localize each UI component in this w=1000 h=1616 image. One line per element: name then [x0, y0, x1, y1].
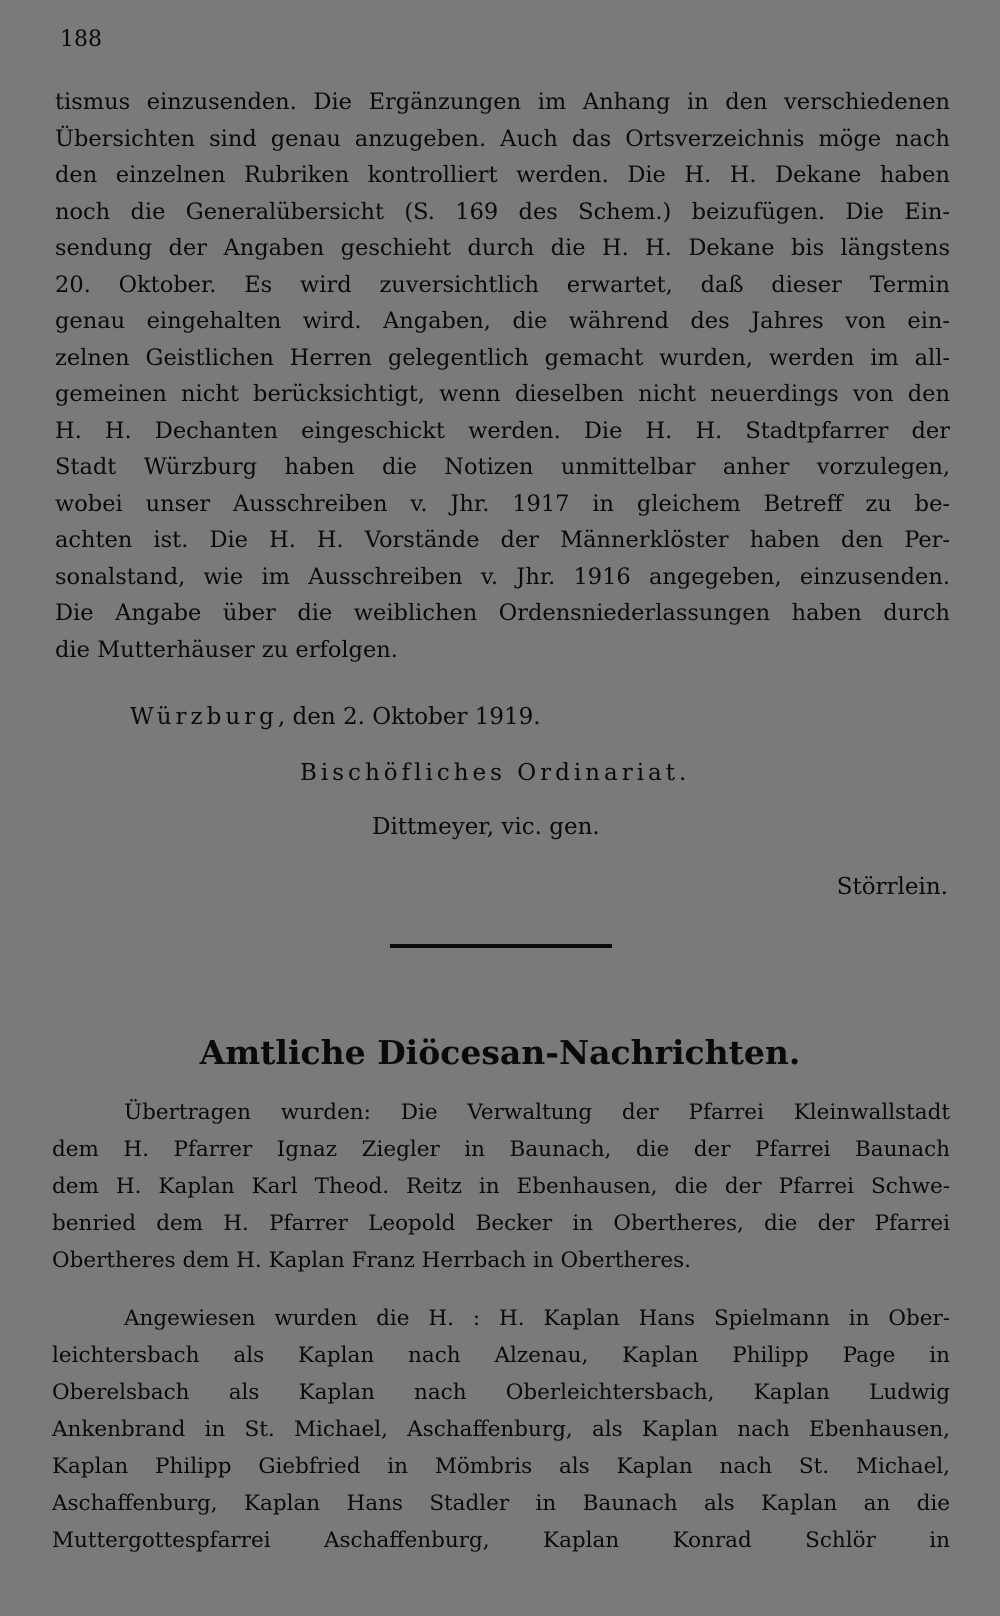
- text-line: dem H. Pfarrer Ignaz Ziegler in Baunach, die der Pfarrei Baunach: [52, 1137, 950, 1162]
- text-line: Aschaffenburg, Kaplan Hans Stadler in Baunach als Kaplan an die: [52, 1491, 950, 1516]
- text-line: Die Angabe über die weiblichen Ordensniederlassungen haben durch: [55, 600, 950, 626]
- text-line: Übertragen wurden: Die Verwaltung der Pfarrei Kleinwallstadt: [124, 1100, 950, 1125]
- text-line: tismus einzusenden. Die Ergänzungen im Anhang in den verschiedenen: [55, 89, 950, 115]
- text-line: die Mutterhäuser zu erfolgen.: [55, 636, 398, 663]
- text-line: Muttergottespfarrei Aschaffenburg, Kaplan Konrad Schlör in: [52, 1528, 950, 1553]
- text-line: noch die Generalübersicht (S. 169 des Schem.) beizufügen. Die Ein-: [55, 198, 950, 225]
- announcement-paragraph: [55, 84, 950, 668]
- text-line: benried dem H. Pfarrer Leopold Becker in Obertheres, die der Pfarrei: [52, 1211, 950, 1236]
- place-date-line: [130, 702, 541, 732]
- text-line: leichtersbach als Kaplan nach Alzenau, Kaplan Philipp Page in: [52, 1343, 950, 1368]
- text-line: wobei unser Ausschreiben v. Jhr. 1917 in gleichem Betreff zu be-: [55, 490, 950, 517]
- text-line: Angewiesen wurden die H. : H. Kaplan Hans Spielmann in Ober-: [124, 1306, 950, 1331]
- signature-vicar-general: Dittmeyer, vic. gen.: [372, 814, 600, 840]
- text-line: Oberelsbach als Kaplan nach Oberleichtersbach, Kaplan Ludwig: [52, 1380, 950, 1405]
- text-line: Stadt Würzburg haben die Notizen unmittelbar anher vorzulegen,: [55, 454, 950, 480]
- section-divider: [390, 944, 612, 948]
- text-line: sendung der Angaben geschieht durch die H. H. Dekane bis längstens: [55, 235, 950, 261]
- text-line: genau eingehalten wird. Angaben, die während des Jahres von ein-: [55, 308, 950, 334]
- text-line: sonalstand, wie im Ausschreiben v. Jhr. 1916 angegeben, einzusenden.: [55, 563, 950, 590]
- text-line: Ankenbrand in St. Michael, Aschaffenburg, als Kaplan nach Ebenhausen,: [52, 1417, 950, 1442]
- section-heading: Amtliche Diöcesan-Nachrichten.: [199, 1033, 801, 1072]
- transfers-paragraph: [52, 1094, 950, 1279]
- text-line: zelnen Geistlichen Herren gelegentlich gemacht wurden, werden im all-: [55, 344, 950, 371]
- date-text: , den 2. Oktober 1919.: [277, 704, 541, 730]
- assignments-paragraph: [52, 1300, 950, 1559]
- text-line: 20. Oktober. Es wird zuversichtlich erwartet, daß dieser Termin: [55, 271, 950, 298]
- place-name: Würzburg: [130, 704, 278, 730]
- issuing-office: Bischöfliches Ordinariat.: [300, 760, 691, 786]
- text-line: H. H. Dechanten eingeschickt werden. Die H. H. Stadtpfarrer der: [55, 417, 950, 444]
- text-line: Kaplan Philipp Giebfried in Mömbris als Kaplan nach St. Michael,: [52, 1454, 950, 1479]
- text-line: dem H. Kaplan Karl Theod. Reitz in Ebenhausen, die der Pfarrei Schwe-: [52, 1174, 950, 1199]
- text-line: Übersichten sind genau anzugeben. Auch das Ortsverzeichnis möge nach: [55, 125, 950, 152]
- signature-secretary: Störrlein.: [836, 874, 948, 900]
- page-number: 188: [60, 27, 102, 52]
- text-line: den einzelnen Rubriken kontrolliert werden. Die H. H. Dekane haben: [55, 162, 950, 188]
- text-line: gemeinen nicht berücksichtigt, wenn dieselben nicht neuerdings von den: [55, 381, 950, 407]
- text-line: achten ist. Die H. H. Vorstände der Männerklöster haben den Per-: [55, 527, 950, 553]
- text-line: Obertheres dem H. Kaplan Franz Herrbach in Obertheres.: [52, 1248, 691, 1273]
